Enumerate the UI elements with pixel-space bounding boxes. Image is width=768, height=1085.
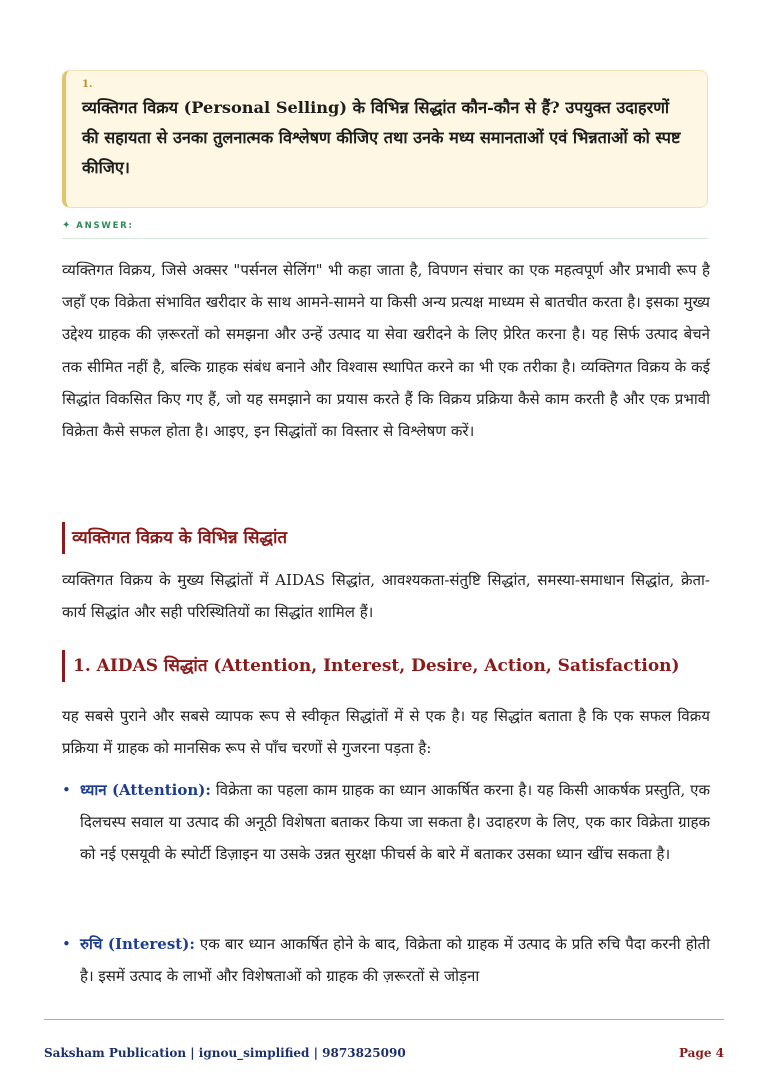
list-item: [62, 928, 710, 992]
question-text: व्यक्तिगत विक्रय (Personal Selling) के विभिन्न सिद्धांत कौन-कौन से हैं? उपयुक्त उदाहरणों की सहायता से उनका तुलनात्मक विश्लेषण कीजिए तथा उनके मध्य समानताओं एवं भिन्नताओं को स्पष्ट कीजिए।: [82, 98, 681, 177]
answer-label-text: ANSWER:: [76, 221, 134, 231]
diamond-icon: ✦: [62, 220, 73, 231]
footer-divider: [44, 1019, 724, 1020]
question-number: 1.: [82, 79, 93, 90]
footer-publisher: Saksham Publication | ignou_simplified | 9873825090: [44, 1046, 406, 1060]
bullet-icon: •: [62, 781, 71, 799]
intro-paragraph: व्यक्तिगत विक्रय, जिसे अक्सर "पर्सनल सेलिंग" भी कहा जाता है, विपणन संचार का एक महत्वपूर्ण और प्रभावी रूप है जहाँ एक विक्रेता संभावित खरीदार के साथ आमने-सामने या किसी अन्य प्रत्यक्ष माध्यम से बातचीत करता है। इसका मुख्य उद्देश्य ग्राहक की ज़रूरतों को समझना और उन्हें उत्पाद या सेवा खरीदने के लिए प्रेरित करना है। यह सिर्फ उत्पाद बेचने तक सीमित नहीं है, बल्कि ग्राहक संबंध बनाने और विश्वास स्थापित करने का भी एक तरीका है। व्यक्तिगत विक्रय के कई सिद्धांत विकसित किए गए हैं, जो यह समझाने का प्रयास करते हैं कि विक्रय प्रक्रिया कैसे काम करती है और एक प्रभावी विक्रेता कैसे सफल होता है। आइए, इन सिद्धांतों का विस्तार से विश्लेषण करें।: [62, 261, 710, 441]
bullet-text: एक बार ध्यान आकर्षित होने के बाद, विक्रेता को ग्राहक में उत्पाद के प्रति रुचि पैदा करनी होती है। इसमें उत्पाद के लाभों और विशेषताओं को ग्राहक की ज़रूरतों से जोड़ना: [80, 935, 710, 986]
section-heading: व्यक्तिगत विक्रय के विभिन्न सिद्धांत: [62, 522, 287, 554]
section-paragraph: व्यक्तिगत विक्रय के मुख्य सिद्धांतों में AIDAS सिद्धांत, आवश्यकता-संतुष्टि सिद्धांत, समस्या-समाधान सिद्धांत, क्रेता-कार्य सिद्धांत और सही परिस्थितियों का सिद्धांत शामिल हैं।: [62, 571, 710, 622]
list-item: [62, 774, 710, 871]
answer-divider: [62, 238, 708, 239]
page-number: Page 4: [678, 1046, 724, 1060]
bullet-text: विक्रेता का पहला काम ग्राहक का ध्यान आकर्षित करना है। यह किसी आकर्षक प्रस्तुति, एक दिलचस्प सवाल या उत्पाद की अनूठी विशेषता बताकर किया जा सकता है। उदाहरण के लिए, एक कार विक्रेता ग्राहक को नई एसयूवी के स्पोर्टी डिज़ाइन या उसके उन्नत सुरक्षा फीचर्स के बारे में बताकर उसका ध्यान खींच सकता है।: [80, 781, 710, 864]
subsection-paragraph: यह सबसे पुराने और सबसे व्यापक रूप से स्वीकृत सिद्धांतों में से एक है। यह सिद्धांत बताता है कि एक सफल विक्रय प्रक्रिया में ग्राहक को मानसिक रूप से पाँच चरणों से गुजरना पड़ता है:: [62, 707, 710, 758]
question-box: [62, 70, 708, 208]
bullet-term: ध्यान (Attention):: [80, 781, 211, 799]
answer-label: [62, 220, 134, 231]
bullet-term: रुचि (Interest):: [80, 935, 195, 953]
subsection-heading: 1. AIDAS सिद्धांत (Attention, Interest, Desire, Action, Satisfaction): [62, 650, 680, 682]
bullet-icon: •: [62, 935, 71, 953]
